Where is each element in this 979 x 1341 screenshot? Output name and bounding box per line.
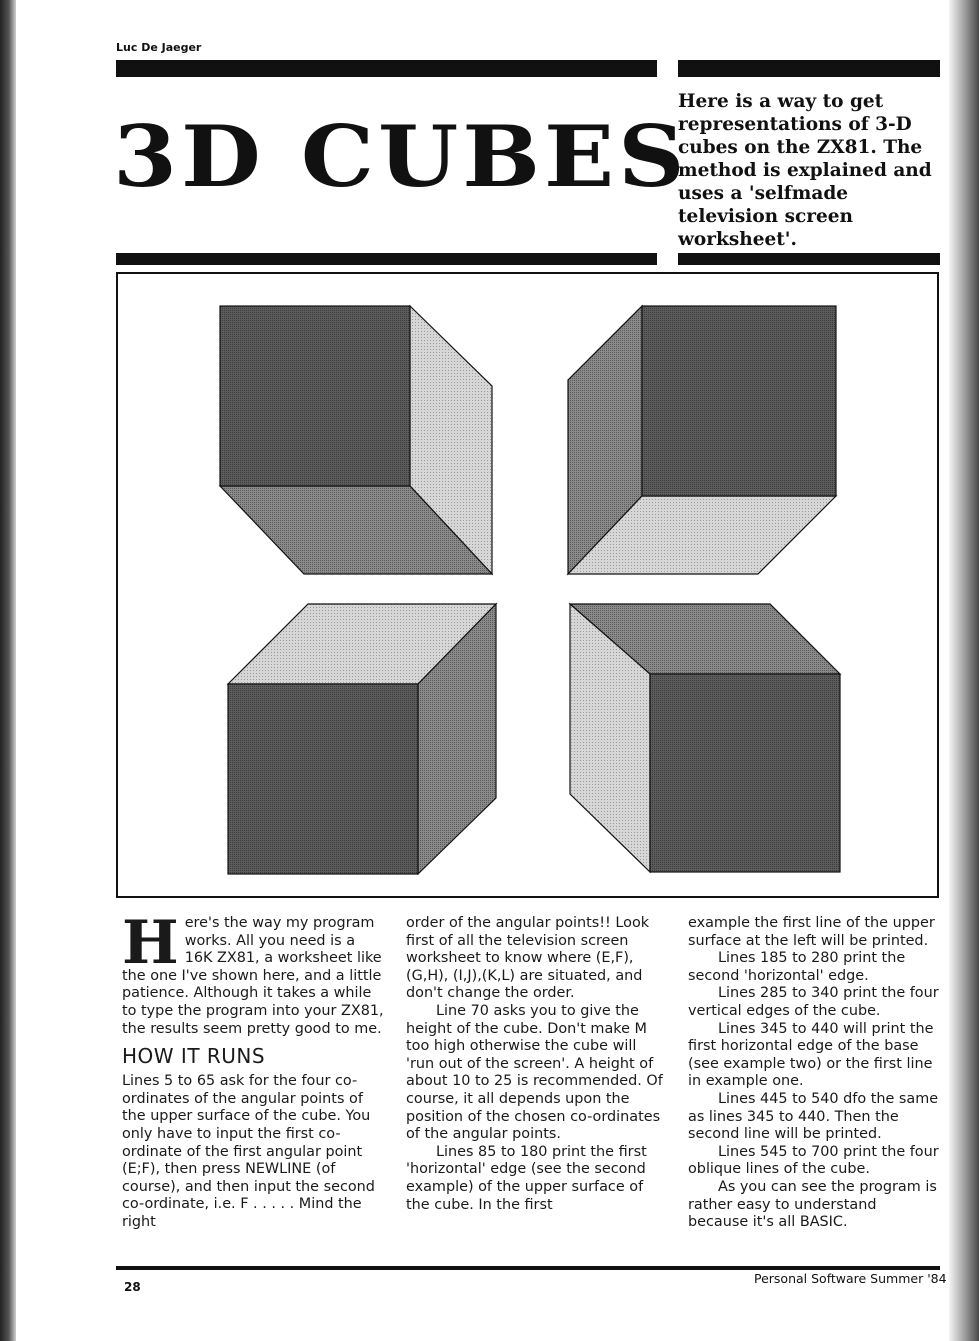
paragraph: example the first line of the upper surface at the left will be printed.	[688, 915, 935, 949]
page-number: 28	[124, 1280, 141, 1294]
top-rule-left	[116, 60, 657, 77]
intro-text: ere's the way my program works. All you need is a 16K ZX81, a worksheet like the one I've shown here, and a little patience. Although it takes a while to type the program into your ZX81, the results seem pretty good to me.	[122, 915, 384, 1037]
article-title: 3D CUBES	[113, 106, 689, 206]
article-standfirst: Here is a way to get representations of 3-D cubes on the ZX81. The method is explained and uses a 'selfmade television screen worksheet'.	[678, 91, 932, 250]
intro-paragraph	[122, 908, 384, 1038]
upper-left-cube	[220, 306, 492, 574]
author-byline: Luc De Jaeger	[116, 41, 202, 54]
lower-left-cube	[228, 604, 496, 874]
paragraph: Lines 445 to 540 dfo the same as lines 345 to 440. Then the second line will be printed.	[688, 1090, 939, 1143]
footer-rule	[116, 1266, 940, 1270]
paragraph: Lines 345 to 440 will print the first horizontal edge of the base (see example two) or the first line in example one.	[688, 1020, 934, 1090]
top-rule-right	[678, 60, 940, 77]
magazine-footer: Personal Software Summer '84	[754, 1271, 947, 1286]
title-rule-right	[678, 253, 940, 265]
paragraph: Lines 285 to 340 print the four vertical edges of the cube.	[688, 985, 939, 1019]
text-column-1	[122, 908, 384, 1232]
lower-right-cube	[570, 604, 840, 872]
page-edge-shadow	[949, 0, 979, 1341]
text-column-3	[688, 915, 940, 1232]
paragraph: order of the angular points!! Look first of all the television screen worksheet to know where (E,F), (G,H), (I,J),(K,L) are situated, and don't change the order.	[406, 915, 650, 1002]
upper-right-cube	[568, 306, 836, 574]
cubes-illustration	[116, 272, 939, 898]
paragraph: Lines 5 to 65 ask for the four co-ordinates of the angular points of the upper surface of the cube. You only have to input the first co-ordinate of the first angular point (E;F), then press NEWLINE (of course), and then input the second co-ordinate, i.e. F . . . . . Mind the right	[122, 1073, 375, 1230]
paragraph: As you can see the program is rather easy to understand because it's all BASIC.	[688, 1178, 937, 1231]
drop-cap: H	[122, 908, 179, 978]
section-heading: HOW IT RUNS	[122, 1044, 266, 1069]
paragraph: Lines 85 to 180 print the first 'horizontal' edge (see the second example) of the upper surface of the cube. In the first	[406, 1143, 647, 1213]
title-rule-left	[116, 253, 657, 265]
paragraph: Line 70 asks you to give the height of the cube. Don't make M too high otherwise the cube will 'run out of the screen'. A height of about 10 to 25 is recommended. Of course, it all depends upon the position of the chosen co-ordinates of the angular points.	[406, 1002, 663, 1143]
cubes-drawing	[118, 274, 941, 900]
text-column-2	[406, 915, 668, 1214]
page-gutter-shadow	[0, 0, 16, 1341]
paragraph: Lines 185 to 280 print the second 'horizontal' edge.	[688, 950, 906, 984]
paragraph: Lines 545 to 700 print the four oblique lines of the cube.	[688, 1143, 939, 1178]
